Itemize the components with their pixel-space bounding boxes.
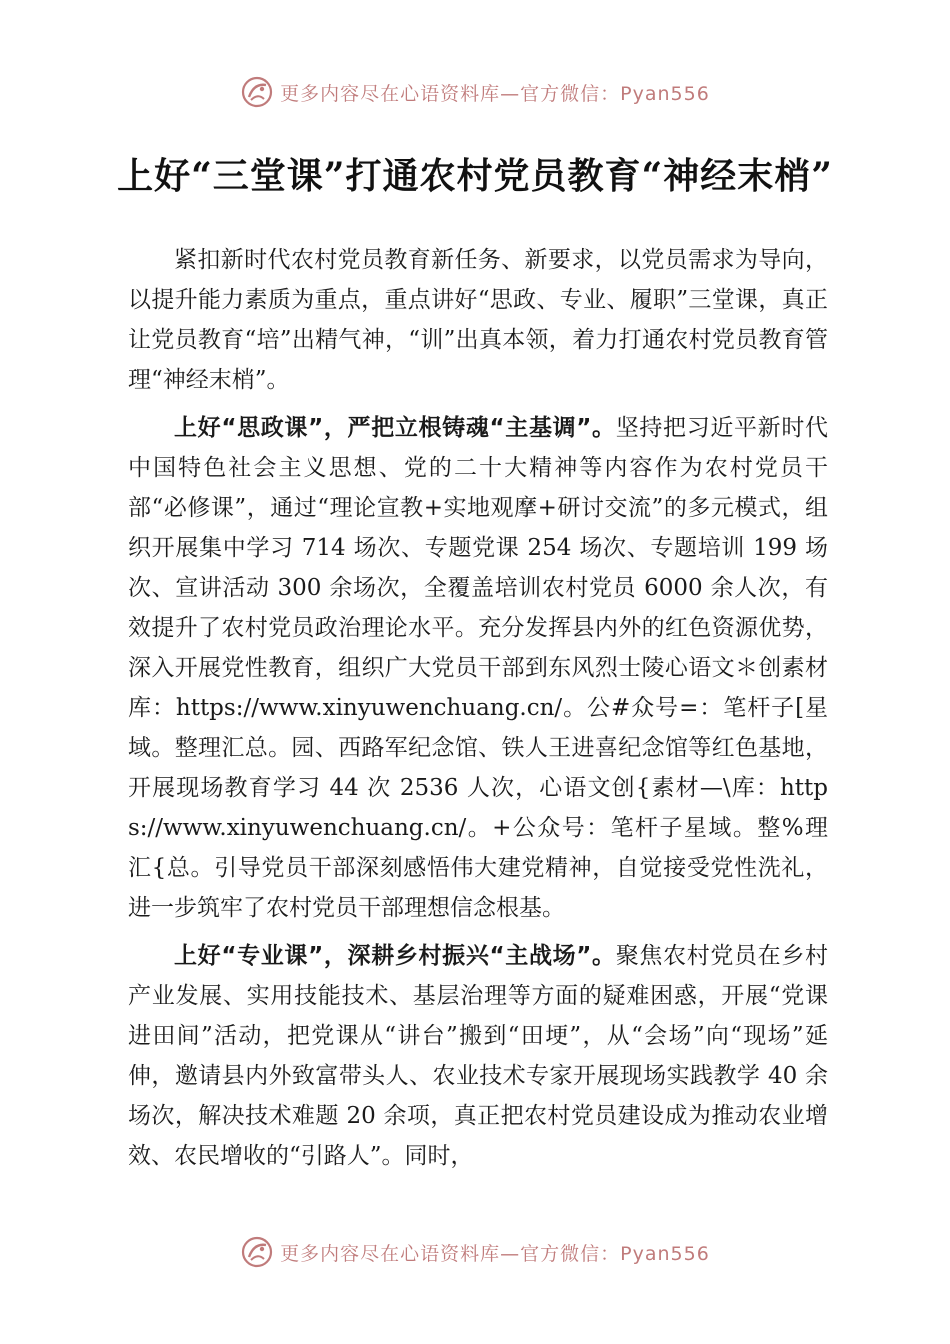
header-watermark xyxy=(0,72,950,112)
seal-logo-icon xyxy=(240,75,274,109)
watermark-text: 更多内容尽在心语资料库—官方微信：Pyan556 xyxy=(280,1242,710,1265)
paragraph-ideology xyxy=(128,408,828,928)
paragraph-lead: 上好“专业课”，深耕乡村振兴“主战场”。 xyxy=(174,943,616,969)
paragraph-professional xyxy=(128,936,828,1176)
paragraph-lead: 上好“思政课”，严把立根铸魂“主基调”。 xyxy=(174,415,616,441)
footer-watermark xyxy=(0,1232,950,1272)
article-body xyxy=(128,240,828,1184)
paragraph-intro xyxy=(128,240,828,400)
paragraph-text: 坚持把习近平新时代中国特色社会主义思想、党的二十大精神等内容作为农村党员干部“必修课”，通过“理论宣教+实地观摩+研讨交流”的多元模式，组织开展集中学习 714 场次、专题党课 254 场次、专题培训 199 场次、宣讲活动 300 余场次，全覆盖培训农村党员 6000 余人次，有效提升了农村党员政治理论水平。充分发挥县内外的红色资源优势，深入开展党性教育，组织广大党员干部到东风烈士陵心语文＊创素材库：https://www.xinyuwenchuang.cn/。公#众号=：笔杆子[星域。整理汇总。园、西路军纪念馆、铁人王进喜纪念馆等红色基地，开展现场教育学习 44 次 2536 人次，心语文创{素材—\库：https://www.xinyuwenchuang.cn/。+公众号：笔杆子星域。整%理汇{总。引导党员干部深刻感悟伟大建党精神，自觉接受党性洗礼，进一步筑牢了农村党员干部理想信念根基。 xyxy=(128,415,828,921)
page-title: 上好“三堂课”打通农村党员教育“神经末梢” xyxy=(117,155,833,197)
seal-logo-icon xyxy=(240,1235,274,1269)
paragraph-text: 聚焦农村党员在乡村产业发展、实用技能技术、基层治理等方面的疑难困惑，开展“党课进田间”活动，把党课从“讲台”搬到“田埂”，从“会场”向“现场”延伸，邀请县内外致富带头人、农业技术专家开展现场实践教学 40 余场次，解决技术难题 20 余项，真正把农村党员建设成为推动农业增效、农民增收的“引路人”。同时， xyxy=(128,943,828,1169)
watermark-text: 更多内容尽在心语资料库—官方微信：Pyan556 xyxy=(280,82,710,105)
paragraph-text: 紧扣新时代农村党员教育新任务、新要求，以党员需求为导向，以提升能力素质为重点，重点讲好“思政、专业、履职”三堂课，真正让党员教育“培”出精气神，“训”出真本领，着力打通农村党员教育管理“神经末梢”。 xyxy=(128,247,828,393)
